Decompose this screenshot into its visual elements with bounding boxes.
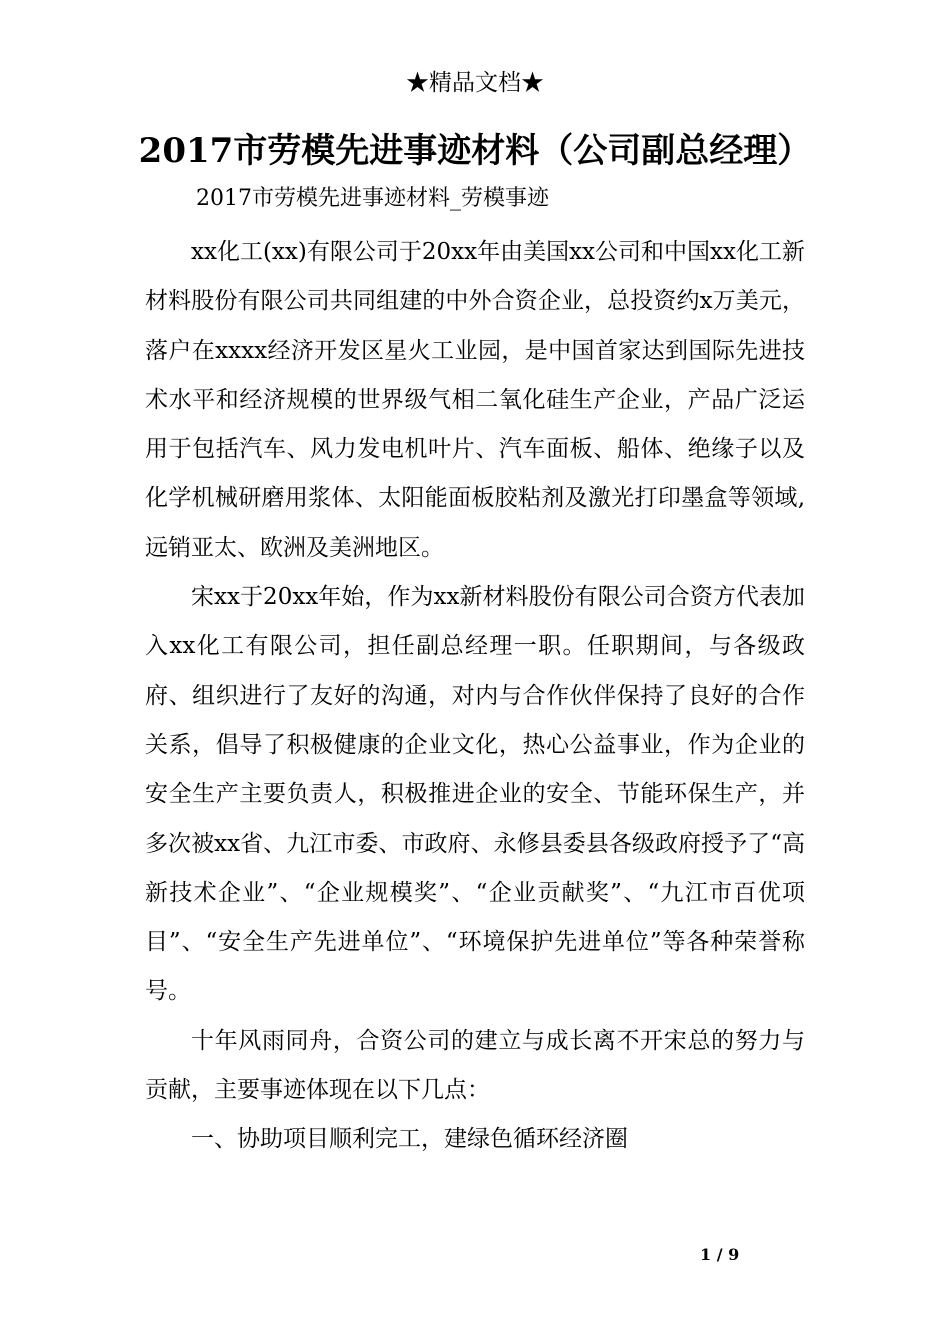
- document-subtitle: 2017市劳模先进事迹材料_劳模事迹: [196, 186, 549, 211]
- section-heading: 一、协助项目顺利完工，建绿色循环经济圈: [191, 1126, 628, 1153]
- document-title: 2017市劳模先进事迹材料（公司副总经理）: [138, 131, 812, 171]
- document-body: [145, 228, 805, 1165]
- paragraph: 十年风雨同舟，合资公司的建立与成长离不开宋总的努力与贡献，主要事迹体现在以下几点：: [145, 1027, 805, 1104]
- page-number: 1 / 9: [700, 1245, 740, 1264]
- paragraph: xx化工(xx)有限公司于20xx年由美国xx公司和中国xx化工新材料股份有限公司共同组建的中外合资企业，总投资约x万美元，落户在xxxx经济开发区星火工业园，是中国首家达到国际先进技术水平和经济规模的世界级气相二氧化硅生产企业，产品广泛运用于包括汽车、风力发电机叶片、汽车面板、船体、绝缘子以及化学机械研磨用浆体、太阳能面板胶粘剂及激光打印墨盒等领域,远销亚太、欧洲及美洲地区。: [145, 239, 805, 561]
- paragraph: 宋xx于20xx年始，作为xx新材料股份有限公司合资方代表加入xx化工有限公司，担任副总经理一职。任职期间，与各级政府、组织进行了友好的沟通，对内与合作伙伴保持了良好的合作关系，倡导了积极健康的企业文化，热心公益事业，作为企业的安全生产主要负责人，积极推进企业的安全、节能环保生产，并多次被xx省、九江市委、市政府、永修县委县各级政府授予了“高新技术企业”、“企业规模奖”、“企业贡献奖”、“九江市百优项目”、“安全生产先进单位”、“环境保护先进单位”等各种荣誉称号。: [145, 584, 805, 1005]
- page-header: ★精品文档★: [406, 70, 544, 96]
